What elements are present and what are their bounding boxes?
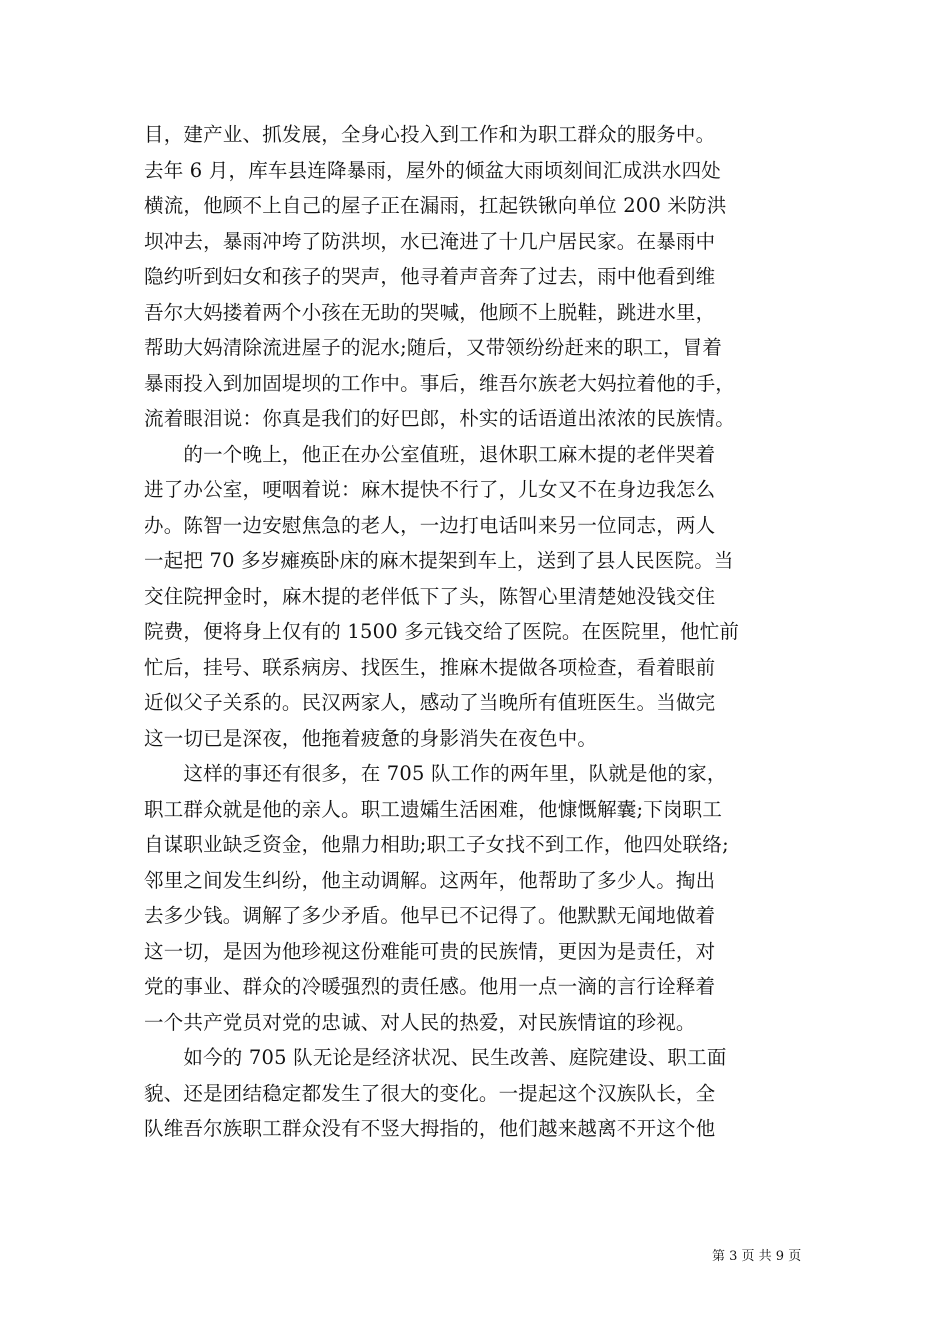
text-line: 近似父子关系的。民汉两家人，感动了当晚所有值班医生。当做完 [144,691,716,714]
text-line: 队维吾尔族职工群众没有不竖大拇指的，他们越来越离不开这个他 [144,1117,716,1140]
text-line: 暴雨投入到加固堤坝的工作中。事后，维吾尔族老大妈拉着他的手， [144,371,736,395]
text-line: 进了办公室，哽咽着说：麻木提快不行了，儿女又不在身边我怎么 [144,478,716,501]
text-line: 坝冲去，暴雨冲垮了防洪坝，水已淹进了十几户居民家。在暴雨中 [144,229,716,253]
text-line: 如今的 705 队无论是经济状况、民生改善、庭院建设、职工面 [144,1046,727,1069]
text-line: 院费，便将身上仅有的 1500 多元钱交给了医院。在医院里，他忙前 [144,620,740,643]
body-text [144,117,824,1147]
text-line: 横流，他顾不上自己的屋子正在漏雨，扛起铁锹向单位 200 米防洪 [144,194,727,217]
text-line: 一起把 70 多岁瘫痪卧床的麻木提架到车上，送到了县人民医院。当 [144,549,734,572]
text-line: 貌、还是团结稳定都发生了很大的变化。一提起这个汉族队长，全 [144,1081,716,1105]
text-line: 流着眼泪说：你真是我们的好巴郎，朴实的话语道出浓浓的民族情。 [144,407,736,430]
text-line: 职工群众就是他的亲人。职工遗孀生活困难，他慷慨解囊;下岗职工 [144,797,723,821]
text-line: 吾尔大妈搂着两个小孩在无助的哭喊，他顾不上脱鞋，跳进水里， [144,300,716,324]
text-line: 办。陈智一边安慰焦急的老人，一边打电话叫来另一位同志，两人 [144,513,716,537]
text-line: 这一切，是因为他珍视这份难能可贵的民族情，更因为是责任，对 [144,939,716,963]
text-line: 这样的事还有很多，在 705 队工作的两年里，队就是他的家， [144,762,727,785]
text-line: 帮助大妈清除流进屋子的泥水;随后，又带领纷纷赶来的职工，冒着 [144,336,723,359]
text-line: 一个共产党员对党的忠诚、对人民的热爱，对民族情谊的珍视。 [144,1010,696,1034]
text-line: 去多少钱。调解了多少矛盾。他早已不记得了。他默默无闻地做着 [144,904,716,927]
text-line: 党的事业、群众的冷暖强烈的责任感。他用一点一滴的言行诠释着 [144,975,716,998]
text-line: 隐约听到妇女和孩子的哭声，他寻着声音奔了过去，雨中他看到维 [144,265,716,288]
text-line: 忙后，挂号、联系病房、找医生，推麻木提做各项检查，看着眼前 [144,655,716,679]
text-line: 自谋职业缺乏资金，他鼎力相助;职工子女找不到工作，他四处联络; [144,833,729,856]
text-line: 的一个晚上，他正在办公室值班，退休职工麻木提的老伴哭着 [144,442,716,466]
text-line: 去年 6 月，库车县连降暴雨，屋外的倾盆大雨顷刻间汇成洪水四处 [144,158,722,182]
page-number-footer: 第 3 页 共 9 页 [712,1249,802,1264]
text-line: 目，建产业、抓发展，全身心投入到工作和为职工群众的服务中。 [144,123,716,146]
text-line: 邻里之间发生纠纷，他主动调解。这两年，他帮助了多少人。掏出 [144,868,716,892]
text-line: 交住院押金时，麻木提的老伴低下了头，陈智心里清楚她没钱交住 [144,584,716,608]
text-line: 这一切已是深夜，他拖着疲惫的身影消失在夜色中。 [144,726,598,750]
